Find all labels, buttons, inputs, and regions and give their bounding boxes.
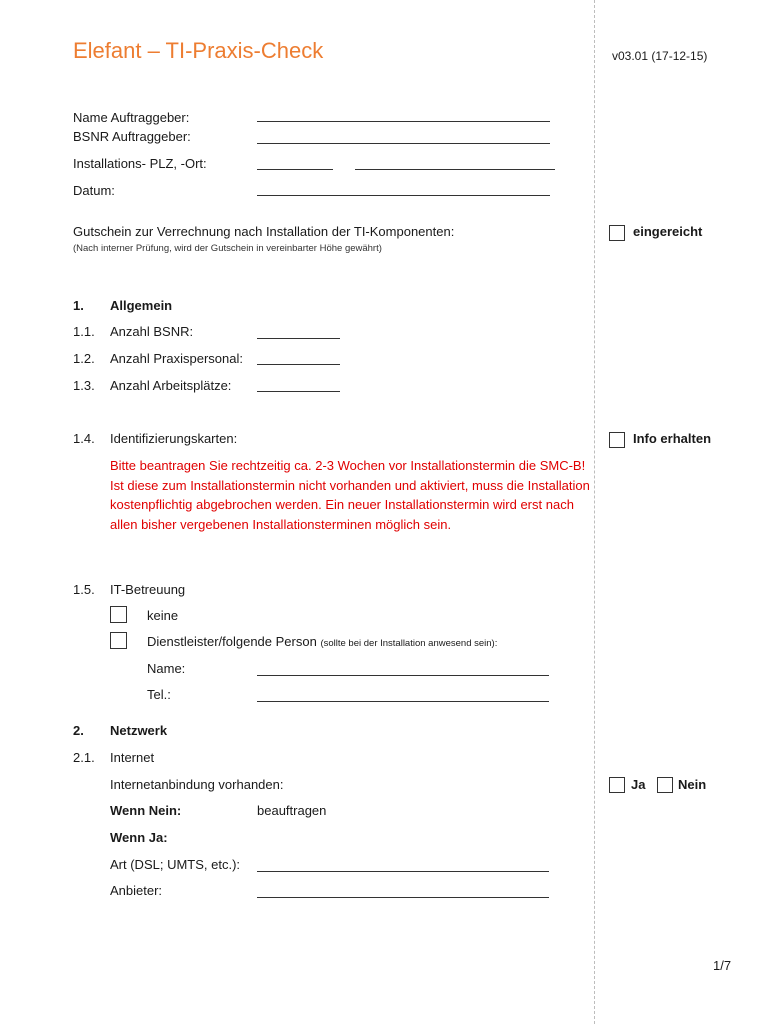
it-support-provider-text: Dienstleister/folgende Person xyxy=(147,634,317,649)
item-2-1-number: 2.1. xyxy=(73,750,95,765)
staff-count-field[interactable] xyxy=(257,364,340,365)
it-support-provider-label xyxy=(147,634,497,649)
item-1-4-number: 1.4. xyxy=(73,431,95,446)
workstation-count-label: Anzahl Arbeitsplätze: xyxy=(110,378,232,393)
date-field[interactable] xyxy=(257,195,550,196)
bsnr-count-field[interactable] xyxy=(257,338,340,339)
date-label: Datum: xyxy=(73,183,115,198)
section-2-title: Netzwerk xyxy=(110,723,168,738)
if-no-value: beauftragen xyxy=(257,803,327,818)
client-name-label: Name Auftraggeber: xyxy=(73,110,190,125)
section-1-number: 1. xyxy=(73,298,84,313)
voucher-text: Gutschein zur Verrechnung nach Installation der TI-Komponenten: xyxy=(73,224,455,239)
city-field[interactable] xyxy=(355,169,555,170)
info-received-checkbox[interactable] xyxy=(609,432,625,448)
internet-no-checkbox[interactable] xyxy=(657,777,673,793)
provider-field[interactable] xyxy=(257,897,549,898)
if-no-label: Wenn Nein: xyxy=(110,803,182,818)
it-support-name-field[interactable] xyxy=(257,675,549,676)
connection-type-label: Art (DSL; UMTS, etc.): xyxy=(110,857,241,872)
bsnr-count-label: Anzahl BSNR: xyxy=(110,324,194,339)
it-support-tel-field[interactable] xyxy=(257,701,549,702)
it-support-name-label: Name: xyxy=(147,661,186,676)
internet-no-label: Nein xyxy=(678,777,707,792)
item-1-2-number: 1.2. xyxy=(73,351,95,366)
location-label: Installations- PLZ, -Ort: xyxy=(73,156,207,171)
client-name-field[interactable] xyxy=(257,121,550,122)
version-label: v03.01 (17-12-15) xyxy=(612,49,708,63)
page-title: Elefant – TI-Praxis-Check xyxy=(73,38,324,63)
margin-divider xyxy=(594,0,595,1024)
it-support-provider-checkbox[interactable] xyxy=(110,632,127,649)
section-2-number: 2. xyxy=(73,723,84,738)
if-yes-label: Wenn Ja: xyxy=(110,830,168,845)
staff-count-label: Anzahl Praxispersonal: xyxy=(110,351,243,366)
id-cards-label: Identifizierungskarten: xyxy=(110,431,238,446)
provider-label: Anbieter: xyxy=(110,883,163,898)
item-1-3-number: 1.3. xyxy=(73,378,95,393)
info-received-label: Info erhalten xyxy=(633,431,712,446)
client-bsnr-field[interactable] xyxy=(257,143,550,144)
section-1-title: Allgemein xyxy=(110,298,173,313)
voucher-note: (Nach interner Prüfung, wird der Gutschein in vereinbarter Höhe gewährt) xyxy=(73,243,382,254)
smc-b-warning: Bitte beantragen Sie rechtzeitig ca. 2-3 Wochen vor Installationstermin die SMC-B! Ist diese zum Installationstermin nicht vorhanden und aktiviert, muss die Installation kostenpflichtig abgebrochen werden. Ein neuer Installationstermin wird erst nach allen bisher vergebenen Installationsterminen möglich sein. xyxy=(110,458,590,532)
internet-connection-label: Internetanbindung vorhanden: xyxy=(110,777,284,792)
item-1-5-number: 1.5. xyxy=(73,582,95,597)
it-support-none-checkbox[interactable] xyxy=(110,606,127,623)
item-1-1-number: 1.1. xyxy=(73,324,95,339)
it-support-provider-note: (sollte bei der Installation anwesend sein): xyxy=(320,638,498,649)
postcode-field[interactable] xyxy=(257,169,333,170)
it-support-label: IT-Betreuung xyxy=(110,582,186,597)
it-support-none-label: keine xyxy=(147,608,179,623)
client-bsnr-label: BSNR Auftraggeber: xyxy=(73,129,191,144)
internet-yes-checkbox[interactable] xyxy=(609,777,625,793)
connection-type-field[interactable] xyxy=(257,871,549,872)
it-support-tel-label: Tel.: xyxy=(147,687,171,702)
workstation-count-field[interactable] xyxy=(257,391,340,392)
page-number: 1/7 xyxy=(713,958,732,973)
voucher-submitted-label: eingereicht xyxy=(633,224,703,239)
internet-yes-label: Ja xyxy=(631,777,646,792)
voucher-submitted-checkbox[interactable] xyxy=(609,225,625,241)
internet-label: Internet xyxy=(110,750,155,765)
